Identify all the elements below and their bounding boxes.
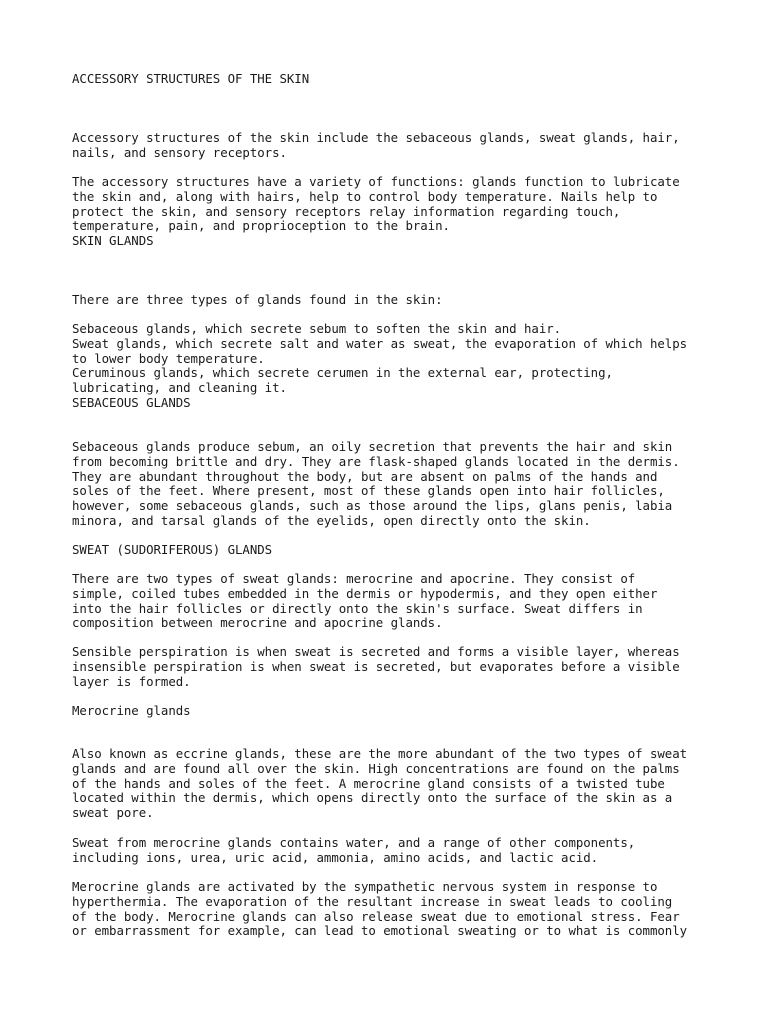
three-types-paragraph: There are three types of glands found in the skin: [72, 292, 443, 307]
functions-paragraph: The accessory structures have a variety of functions: glands function to lubricate the skin and, along with hairs, help to control body temperature. Nails help to protect the skin, and sensory receptors relay information regarding touch, temperature, pain, and proprioception to the brain. SKIN GLANDS [72, 174, 680, 249]
merocrine-description: Also known as eccrine glands, these are the more abundant of the two types of sweat glands and are found all over the skin. High concentrations are found on the palms of the hands and soles of the feet. A merocrine gland consists of a twisted tube located within the dermis, which opens directly onto the surface of the skin as a sweat pore. [72, 746, 688, 821]
perspiration-paragraph: Sensible perspiration is when sweat is secreted and forms a visible layer, whereas insensible perspiration is when sweat is secreted, but evaporates before a visible layer is formed. [72, 644, 680, 689]
gland-list: Sebaceous glands, which secrete sebum to soften the skin and hair. Sweat glands, which secrete salt and water as sweat, the evaporation of which helps to lower body temperature. Ceruminous glands, which secrete cerumen in the external ear, protecting, lubricating, and cleaning it. SEBACEOUS GLANDS [72, 321, 688, 410]
sebaceous-paragraph: Sebaceous glands produce sebum, an oily secretion that prevents the hair and skin from becoming brittle and dry. They are flask-shaped glands located in the dermis. They are abundant throughout the body, but are absent on palms of the hands and soles of the feet. Where present, most of these glands open into hair follicles, however, some sebaceous glands, such as those around the lips, glans penis, labia minora, and tarsal glands of the eyelids, open directly onto the skin. [72, 439, 680, 528]
sweat-types-paragraph: There are two types of sweat glands: merocrine and apocrine. They consist of simple, coiled tubes embedded in the dermis or hypodermis, and they open either into the hair follicles or directly onto the skin's surface. Sweat differs in composition between merocrine and apocrine glands. [72, 571, 658, 631]
document-title: ACCESSORY STRUCTURES OF THE SKIN [72, 71, 310, 86]
merocrine-sweat-paragraph: Sweat from merocrine glands contains water, and a range of other components, including ions, urea, uric acid, ammonia, amino acids, and lactic acid. [72, 835, 636, 865]
merocrine-activation-paragraph: Merocrine glands are activated by the sympathetic nervous system in response to hyperthermia. The evaporation of the resultant increase in sweat leads to cooling of the body. Merocrine glands can also release sweat due to emotional stress. Fear or embarrassment for example, can lead to emotional sweating or to what is commonly [72, 879, 688, 939]
intro-paragraph: Accessory structures of the skin include the sebaceous glands, sweat glands, hair, nails, and sensory receptors. [72, 130, 680, 160]
sweat-glands-heading: SWEAT (SUDORIFEROUS) GLANDS [72, 542, 273, 557]
merocrine-heading: Merocrine glands [72, 703, 191, 718]
